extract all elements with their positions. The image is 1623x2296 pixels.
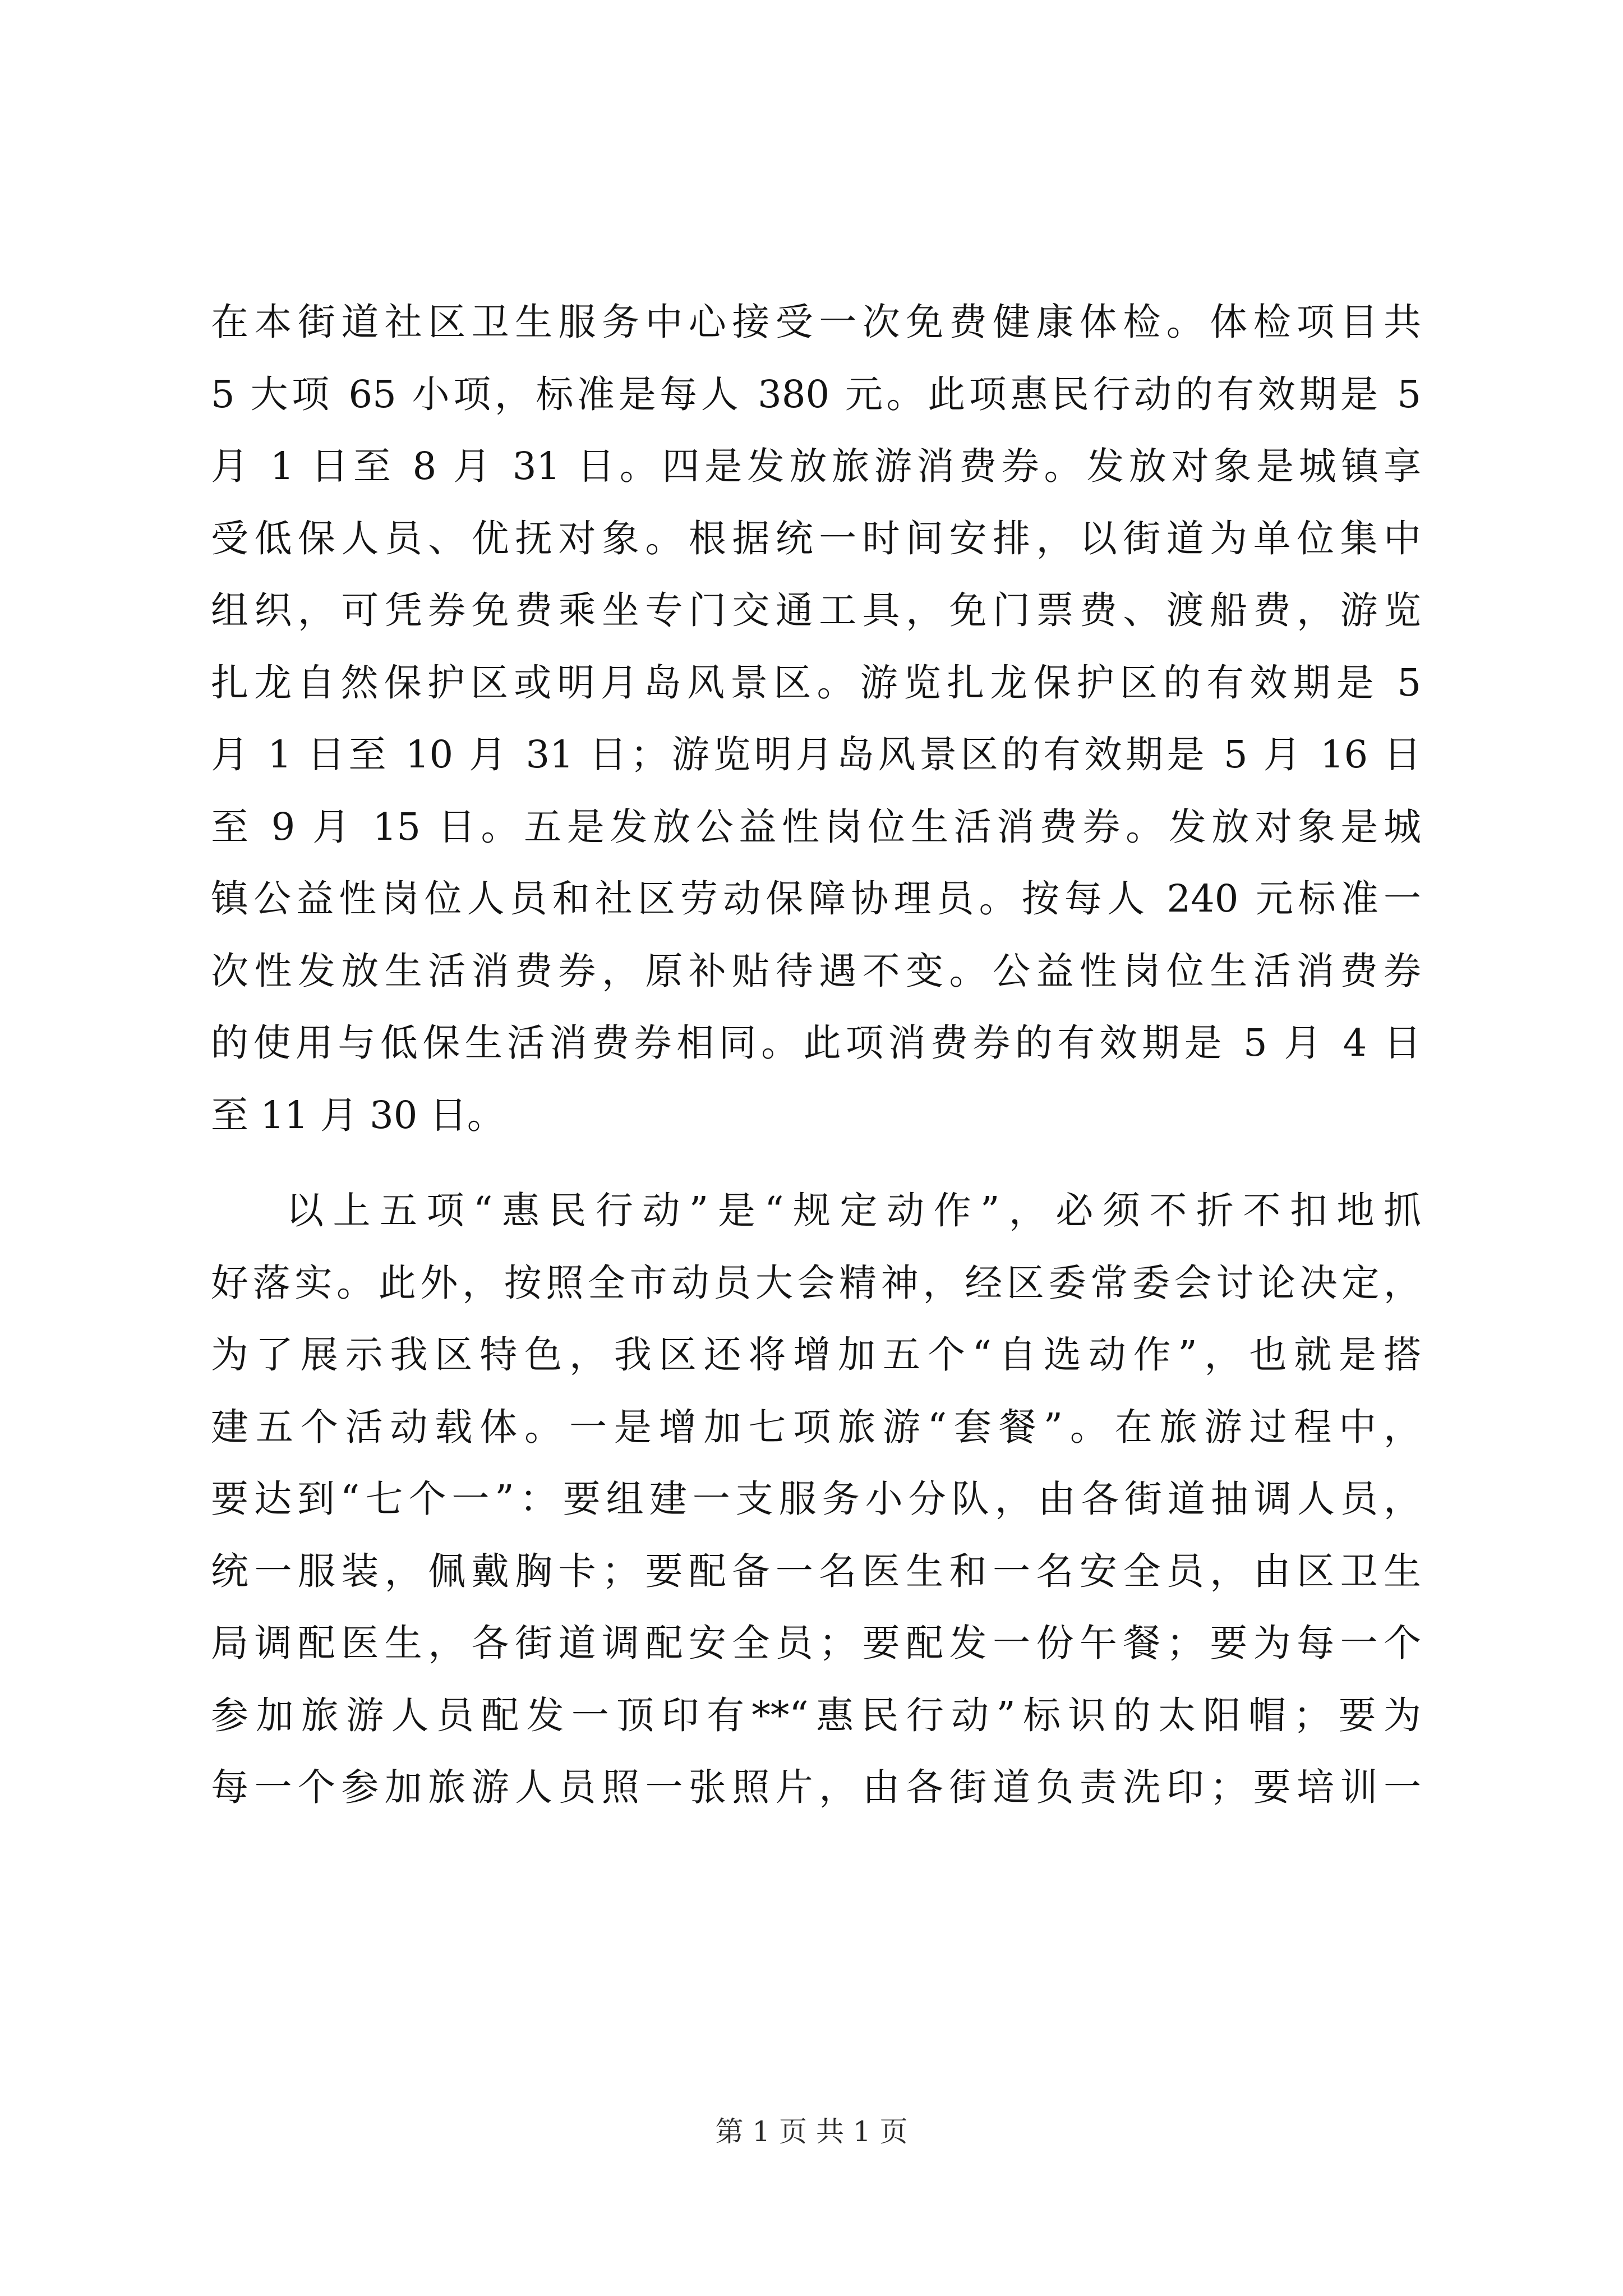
text-line: 次性发放生活消费券，原补贴待遇不变。公益性岗位生活消费券: [211, 949, 1421, 993]
text-line: 扎龙自然保护区或明月岛风景区。游览扎龙保护区的有效期是 5: [211, 660, 1421, 705]
document-body: [211, 286, 1421, 1824]
text-line: 至 9 月 15 日。五是发放公益性岗位生活消费券。发放对象是城: [211, 804, 1421, 849]
text-line: 组织，可凭券免费乘坐专门交通工具，免门票费、渡船费，游览: [211, 588, 1421, 632]
text-line: 要达到“七个一”：要组建一支服务小分队，由各街道抽调人员，: [211, 1477, 1421, 1521]
text-line: 统一服装，佩戴胸卡；要配备一名医生和一名安全员，由区卫生: [211, 1549, 1421, 1593]
text-line: 在本街道社区卫生服务中心接受一次免费健康体检。体检项目共: [211, 300, 1421, 344]
page-footer: [0, 2109, 1623, 2150]
paragraph-first-line: 以上五项“惠民行动”是“规定动作”，必须不折不扣地抓: [286, 1189, 1421, 1232]
text-line: 为了展示我区特色，我区还将增加五个“自选动作”，也就是搭: [211, 1333, 1421, 1377]
text-line: 建五个活动载体。一是增加七项旅游“套餐”。在旅游过程中，: [211, 1405, 1421, 1449]
text-line: 好落实。此外，按照全市动员大会精神，经区委常委会讨论决定，: [211, 1260, 1421, 1305]
text-line: 每一个参加旅游人员照一张照片，由各街道负责洗印；要培训一: [211, 1765, 1421, 1809]
text-line: 月 1 日至 10 月 31 日；游览明月岛风景区的有效期是 5 月 16 日: [211, 733, 1421, 776]
text-line: 的使用与低保生活消费券相同。此项消费券的有效期是 5 月 4 日: [211, 1021, 1421, 1065]
text-line: 局调配医生，各街道调配安全员；要配发一份午餐；要为每一个: [211, 1621, 1421, 1665]
text-line: 至 11 月 30 日。: [211, 1093, 505, 1137]
text-line: 5 大项 65 小项，标准是每人 380 元。此项惠民行动的有效期是 5: [211, 372, 1421, 416]
text-line: 受低保人员、优抚对象。根据统一时间安排，以街道为单位集中: [211, 516, 1421, 560]
page-number-label: 第 1 页 共 1 页: [715, 2115, 908, 2148]
text-line: 镇公益性岗位人员和社区劳动保障协理员。按每人 240 元标准一: [211, 877, 1421, 921]
text-line: 月 1 日至 8 月 31 日。四是发放旅游消费券。发放对象是城镇享: [211, 444, 1421, 488]
text-line: 参加旅游人员配发一顶印有**“惠民行动”标识的太阳帽；要为: [211, 1693, 1421, 1737]
